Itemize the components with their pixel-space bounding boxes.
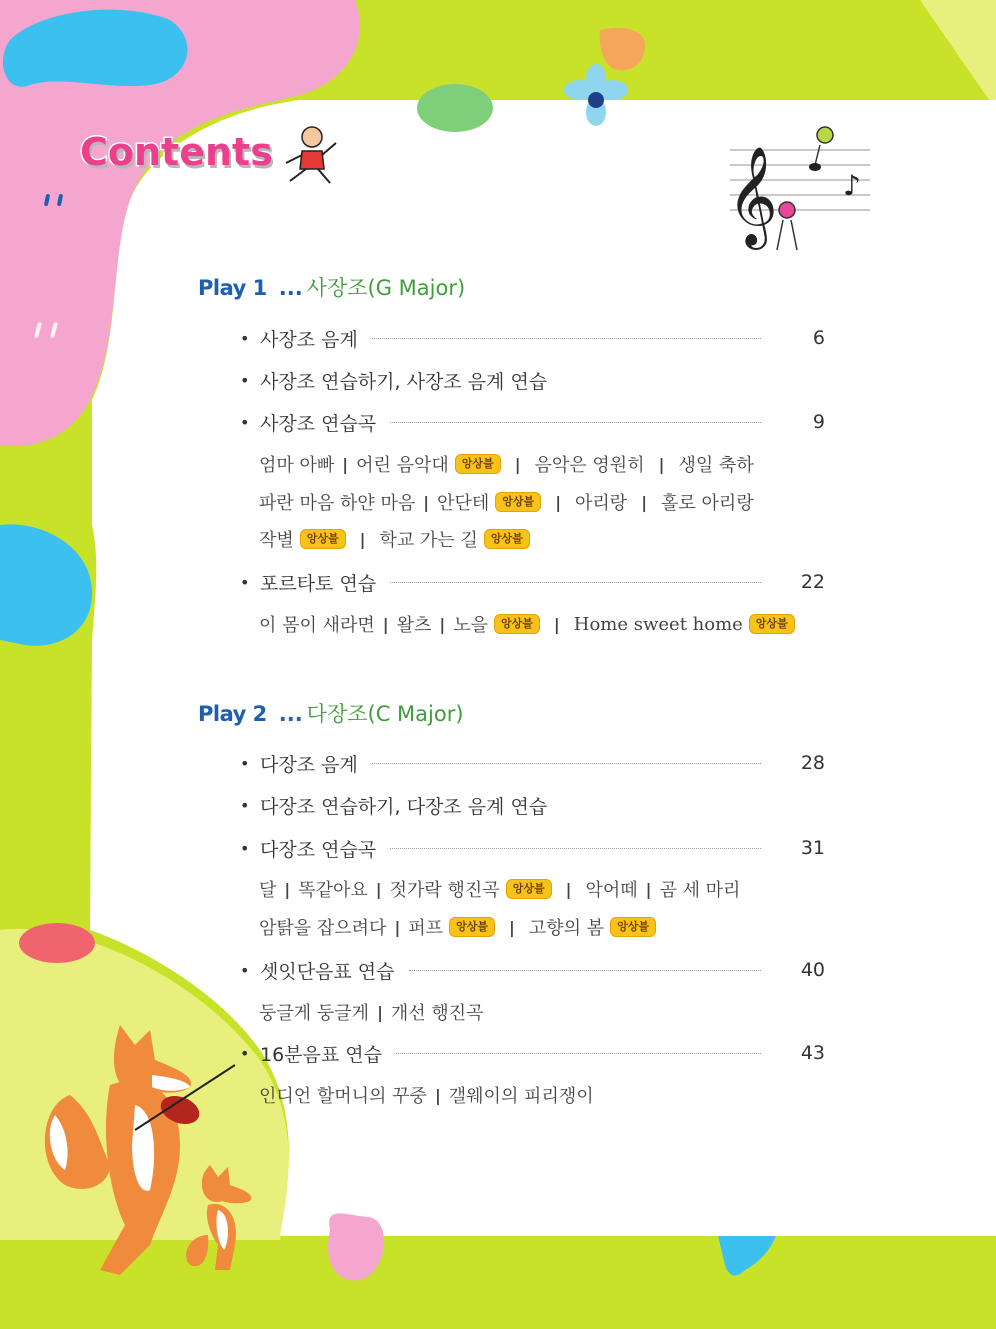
separator: |	[394, 917, 401, 937]
bullet-icon: •	[240, 795, 250, 815]
bullet-icon: •	[240, 1043, 250, 1063]
song-title[interactable]: 달	[259, 880, 277, 901]
page-title: Contents	[80, 130, 273, 174]
bullet-icon: •	[240, 370, 250, 390]
page-number: 9	[812, 411, 825, 433]
song-title[interactable]: 악어떼	[585, 880, 638, 901]
dot-leader	[390, 582, 761, 583]
entry-title: 사장조 연습하기, 사장조 음계 연습	[260, 370, 548, 393]
song-list-line	[259, 451, 754, 477]
section-title: 다장조(C Major)	[306, 702, 464, 726]
bullet-icon: •	[240, 838, 250, 858]
toc-entry[interactable]	[240, 750, 825, 776]
song-list-line	[259, 526, 530, 552]
song-title[interactable]: 똑같아요	[298, 880, 368, 901]
separator: |	[423, 492, 430, 512]
song-title[interactable]: 인디언 할머니의 꾸중	[259, 1086, 427, 1107]
page-number: 28	[800, 752, 825, 774]
song-list-line	[259, 914, 656, 940]
page-number: 43	[800, 1042, 825, 1064]
separator: |	[645, 879, 652, 899]
entry-title: 다장조 음계	[260, 753, 358, 776]
song-title[interactable]: 어린 음악대	[356, 455, 449, 476]
ensemble-badge: 앙상블	[610, 917, 656, 937]
treble-clef-icon: 𝄞	[727, 146, 778, 246]
separator: |	[514, 454, 521, 474]
page-number: 6	[812, 327, 825, 349]
separator: |	[359, 529, 366, 549]
separator: |	[377, 1002, 383, 1022]
bullet-icon: •	[240, 572, 250, 592]
bullet-icon: •	[240, 960, 250, 980]
separator: |	[284, 879, 291, 899]
page-number: 40	[800, 959, 825, 981]
song-title[interactable]: 퍼프	[408, 918, 444, 939]
section-heading-play2[interactable]	[198, 698, 464, 728]
song-title[interactable]: 개선 행진곡	[390, 1003, 484, 1024]
song-list-line	[259, 489, 754, 515]
toc-entry[interactable]	[240, 367, 547, 393]
entry-title: 사장조 음계	[260, 328, 358, 351]
toc-entry[interactable]	[240, 792, 547, 818]
dot-leader	[390, 422, 761, 423]
ensemble-badge: 앙상블	[484, 529, 530, 549]
song-title[interactable]: 홀로 아리랑	[661, 493, 754, 514]
ensemble-badge: 앙상블	[455, 454, 501, 474]
song-list-line	[259, 876, 740, 902]
dot-leader	[372, 338, 761, 339]
song-list-line	[259, 1082, 594, 1108]
ensemble-badge: 앙상블	[749, 614, 795, 634]
separator: |	[641, 492, 648, 512]
separator: |	[553, 614, 560, 634]
section-heading-play1[interactable]	[198, 272, 465, 302]
entry-title: 16분음표 연습	[260, 1043, 382, 1066]
toc-entry[interactable]	[240, 835, 825, 861]
song-title[interactable]: 생일 축하	[678, 455, 754, 476]
heading-dots: ...	[278, 702, 303, 726]
entry-title: 셋잇단음표 연습	[260, 960, 395, 983]
ensemble-badge: 앙상블	[300, 529, 346, 549]
song-title[interactable]: 갤웨이의 피리쟁이	[448, 1086, 594, 1107]
toc-entry[interactable]	[240, 957, 825, 983]
dot-leader	[396, 1053, 761, 1054]
song-title[interactable]: 안단테	[437, 493, 490, 514]
entry-title: 다장조 연습하기, 다장조 음계 연습	[260, 795, 548, 818]
separator: |	[508, 917, 515, 937]
separator: |	[555, 492, 562, 512]
separator: |	[439, 614, 446, 634]
bullet-icon: •	[240, 753, 250, 773]
separator: |	[382, 614, 389, 634]
toc-entry[interactable]	[240, 1040, 825, 1066]
heading-dots: ...	[278, 276, 303, 300]
toc-entry[interactable]	[240, 569, 825, 595]
song-title[interactable]: 이 몸이 새라면	[259, 615, 375, 636]
song-title[interactable]: Home sweet home	[573, 613, 743, 635]
toc-entry[interactable]	[240, 409, 825, 435]
entry-title: 다장조 연습곡	[260, 838, 377, 861]
bullet-icon: •	[240, 412, 250, 432]
bullet-icon: •	[240, 328, 250, 348]
song-title[interactable]: 파란 마음 하얀 마음	[259, 493, 416, 514]
song-list-line	[259, 999, 484, 1025]
ensemble-badge: 앙상블	[495, 492, 541, 512]
play-label: Play 2	[198, 702, 267, 726]
music-staff-illustration	[725, 115, 875, 265]
song-title[interactable]: 엄마 아빠	[259, 455, 335, 476]
dot-leader	[390, 848, 761, 849]
separator: |	[342, 454, 349, 474]
dot-leader	[409, 970, 761, 971]
song-list-line	[259, 611, 795, 637]
running-child-icon	[278, 123, 342, 189]
separator: |	[375, 879, 382, 899]
separator: |	[658, 454, 665, 474]
entry-title: 사장조 연습곡	[260, 412, 377, 435]
dot-leader	[372, 763, 761, 764]
song-title[interactable]: 곰 세 마리	[659, 880, 741, 901]
song-title[interactable]: 젓가락 행진곡	[389, 880, 500, 901]
song-title[interactable]: 작별	[259, 530, 294, 551]
song-title[interactable]: 학교 가는 길	[379, 530, 478, 551]
page-number: 22	[800, 571, 825, 593]
song-title[interactable]: 왈츠	[396, 615, 432, 636]
song-title[interactable]: 노을	[453, 615, 489, 636]
song-title[interactable]: 암탉을 잡으려다	[259, 918, 387, 939]
ensemble-badge: 앙상블	[494, 614, 540, 634]
song-title[interactable]: 아리랑	[575, 493, 628, 514]
ensemble-badge: 앙상블	[449, 917, 495, 937]
song-title[interactable]: 음악은 영원히	[534, 455, 645, 476]
toc-entry[interactable]	[240, 325, 825, 351]
entry-title: 포르타토 연습	[260, 572, 377, 595]
page-number: 31	[800, 837, 825, 859]
song-title[interactable]: 둥글게 둥글게	[259, 1003, 370, 1024]
play-label: Play 1	[198, 276, 267, 300]
eighth-note-icon: ♪	[843, 169, 861, 202]
section-title: 사장조(G Major)	[306, 276, 466, 300]
ensemble-badge: 앙상블	[506, 879, 552, 899]
separator: |	[565, 879, 572, 899]
separator: |	[434, 1085, 441, 1105]
song-title[interactable]: 고향의 봄	[528, 918, 605, 939]
